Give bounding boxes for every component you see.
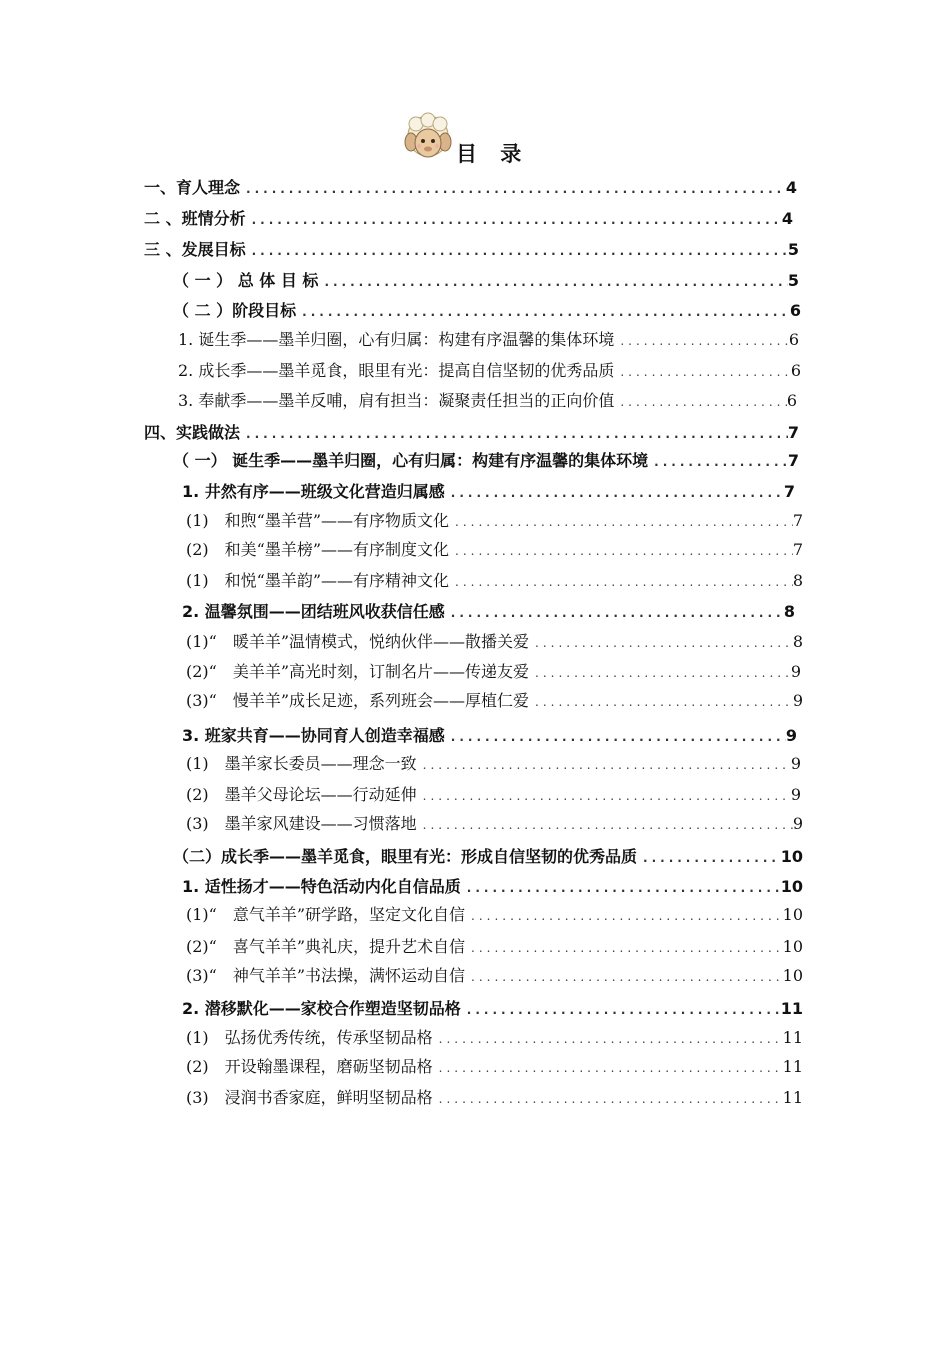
toc-entry-page: 11 [782,1088,803,1107]
toc-entry[interactable] [182,600,795,624]
toc-entry-page: 7 [792,540,803,559]
toc-entry-page: 11 [782,1057,803,1076]
toc-entry[interactable] [186,812,803,836]
toc-entry-label: 2. 温馨氛围——团结班风收获信任感 [182,602,445,621]
toc-entry-label: 二 、班情分析 [144,209,246,228]
toc-entry-page: 9 [785,726,797,745]
toc-entry-label: (3) 浸润书香家庭，鲜明坚韧品格 [186,1088,433,1107]
toc-entry-label: 一、育人理念 [144,178,241,197]
toc-entry-page: 5 [787,240,799,259]
toc-entry[interactable] [186,1086,803,1110]
toc-entry-label: (1)“ 意气羊羊”研学路，坚定文化自信 [186,905,466,924]
toc-entry-label: (1) 和煦“墨羊营”——有序物质文化 [186,511,450,530]
toc-entry[interactable] [186,903,803,927]
toc-leader-dots [465,936,783,960]
toc-entry-label: 2. 成长季——墨羊觅食，眼里有光：提高自信坚韧的优秀品质 [178,361,615,380]
toc-entry[interactable] [186,569,803,593]
toc-entry-label: (1)“ 暖羊羊”温情模式，悦纳伙伴——散播关爱 [186,632,530,651]
toc-entry[interactable] [182,480,795,504]
toc-entry[interactable] [186,689,803,713]
toc-entry-label: 1. 井然有序——班级文化营造归属感 [182,482,445,501]
toc-entry-label: (2) 和美“墨羊榜”——有序制度文化 [186,540,450,559]
toc-entry-page: 9 [790,662,801,681]
toc-leader-dots [433,1087,783,1111]
toc-entry-page: 9 [790,785,801,804]
toc-entry-page: 9 [792,691,803,710]
toc-leader-dots [240,177,786,201]
toc-leader-dots [433,1027,783,1051]
toc-entry-label: (2)“ 喜气羊羊”典礼庆，提升艺术自信 [186,937,466,956]
toc-entry-page: 11 [780,999,803,1018]
toc-leader-dots [445,481,784,505]
toc-entry-label: (2)“ 美羊羊”高光时刻，订制名片——传递友爱 [186,662,530,681]
toc-leader-dots [461,998,781,1022]
toc-entry[interactable] [144,176,797,200]
toc-entry[interactable] [186,964,803,988]
toc-entry-label: (3)“ 慢羊羊”成长足迹，系列班会——厚植仁爱 [186,691,530,710]
toc-leader-dots [529,661,791,685]
toc-entry-page: 11 [782,1028,803,1047]
toc-entry[interactable] [186,1026,803,1050]
toc-leader-dots [417,813,793,837]
toc-entry-page: 4 [781,209,793,228]
toc-entry[interactable] [173,299,801,323]
page-title: 目 录 [456,142,530,166]
toc-leader-dots [614,329,788,353]
toc-entry-page: 10 [782,937,803,956]
toc-entry-page: 8 [783,602,795,621]
toc-entry-label: 1. 适性扬才——特色活动内化自信品质 [182,877,461,896]
toc-leader-dots [445,725,786,749]
toc-entry-label: （ 一） 诞生季——墨羊归圈，心有归属：构建有序温馨的集体环境 [173,451,649,470]
toc-entry[interactable] [186,630,803,654]
toc-entry[interactable] [186,935,803,959]
toc-entry[interactable] [182,997,803,1021]
toc-leader-dots [465,904,783,928]
toc-entry-page: 10 [780,877,803,896]
toc-entry[interactable] [186,1055,803,1079]
toc-entry[interactable] [186,660,801,684]
toc-entry-page: 6 [790,361,801,380]
toc-entry-label: （ 一 ） 总 体 目 标 [173,271,319,290]
toc-entry[interactable] [173,845,803,869]
toc-leader-dots [529,631,793,655]
toc-entry-label: 三 、发展目标 [144,240,246,259]
toc-entry[interactable] [173,449,799,473]
toc-entry-page: 6 [788,330,799,349]
toc-entry[interactable] [144,238,799,262]
toc-leader-dots [614,360,790,384]
toc-entry-label: （ 二 ）阶段目标 [173,301,297,320]
toc-entry-page: 5 [787,271,799,290]
toc-entry-label: (1) 墨羊家长委员——理念一致 [186,754,417,773]
toc-leader-dots [529,690,793,714]
toc-leader-dots [240,422,788,446]
toc-entry[interactable] [173,269,799,293]
toc-entry-label: 2. 潜移默化——家校合作塑造坚韧品格 [182,999,461,1018]
toc-leader-dots [449,539,793,563]
toc-entry[interactable] [178,328,799,352]
toc-entry-page: 4 [785,178,797,197]
toc-leader-dots [246,239,788,263]
toc-entry[interactable] [182,724,797,748]
toc-leader-dots [449,570,793,594]
toc-entry-page: 6 [786,391,797,410]
toc-leader-dots [296,300,790,324]
toc-leader-dots [417,784,791,808]
toc-entry[interactable] [144,207,793,231]
toc-entry-label: 3. 奉献季——墨羊反哺，肩有担当：凝聚责任担当的正向价值 [178,391,615,410]
toc-leader-dots [433,1056,783,1080]
toc-leader-dots [445,601,784,625]
toc-entry[interactable] [186,509,803,533]
toc-entry-label: (3)“ 神气羊羊”书法操，满怀运动自信 [186,966,466,985]
toc-entry-label: （二）成长季——墨羊觅食，眼里有光：形成自信坚韧的优秀品质 [173,847,638,866]
toc-entry-page: 10 [782,905,803,924]
toc-leader-dots [417,753,791,777]
toc-entry-label: 3. 班家共育——协同育人创造幸福感 [182,726,445,745]
toc-entry[interactable] [144,421,799,445]
toc-entry[interactable] [178,389,797,413]
toc-leader-dots [637,846,781,870]
toc-entry-page: 8 [792,571,803,590]
toc-leader-dots [246,208,782,232]
toc-leader-dots [318,270,787,294]
toc-leader-dots [465,965,783,989]
toc-entry[interactable] [186,783,801,807]
toc-entry-page: 9 [790,754,801,773]
toc-entry-label: 1. 诞生季——墨羊归圈，心有归属：构建有序温馨的集体环境 [178,330,615,349]
toc-leader-dots [648,450,788,474]
toc-entry[interactable] [178,359,801,383]
toc-entry-page: 10 [780,847,803,866]
toc-entry-page: 10 [782,966,803,985]
toc-entry-label: (3) 墨羊家风建设——习惯落地 [186,814,417,833]
toc-leader-dots [461,876,781,900]
toc-entry-page: 8 [792,632,803,651]
toc-entry-page: 7 [792,511,803,530]
toc-entry-label: 四、实践做法 [144,423,241,442]
toc-entry[interactable] [186,538,803,562]
toc-entry-page: 7 [787,451,799,470]
toc-entry[interactable] [182,875,803,899]
toc-entry-page: 9 [792,814,803,833]
toc-entry-label: (1) 和悦“墨羊韵”——有序精神文化 [186,571,450,590]
toc-entry-page: 6 [789,301,801,320]
toc-entry-label: (2) 开设翰墨课程，磨砺坚韧品格 [186,1057,433,1076]
toc-entry-page: 7 [783,482,795,501]
toc-entry-label: (2) 墨羊父母论坛——行动延伸 [186,785,417,804]
toc-leader-dots [449,510,793,534]
toc-entry-page: 7 [787,423,799,442]
toc-entry-label: (1) 弘扬优秀传统，传承坚韧品格 [186,1028,433,1047]
toc-entry[interactable] [186,752,801,776]
toc-leader-dots [614,390,786,414]
